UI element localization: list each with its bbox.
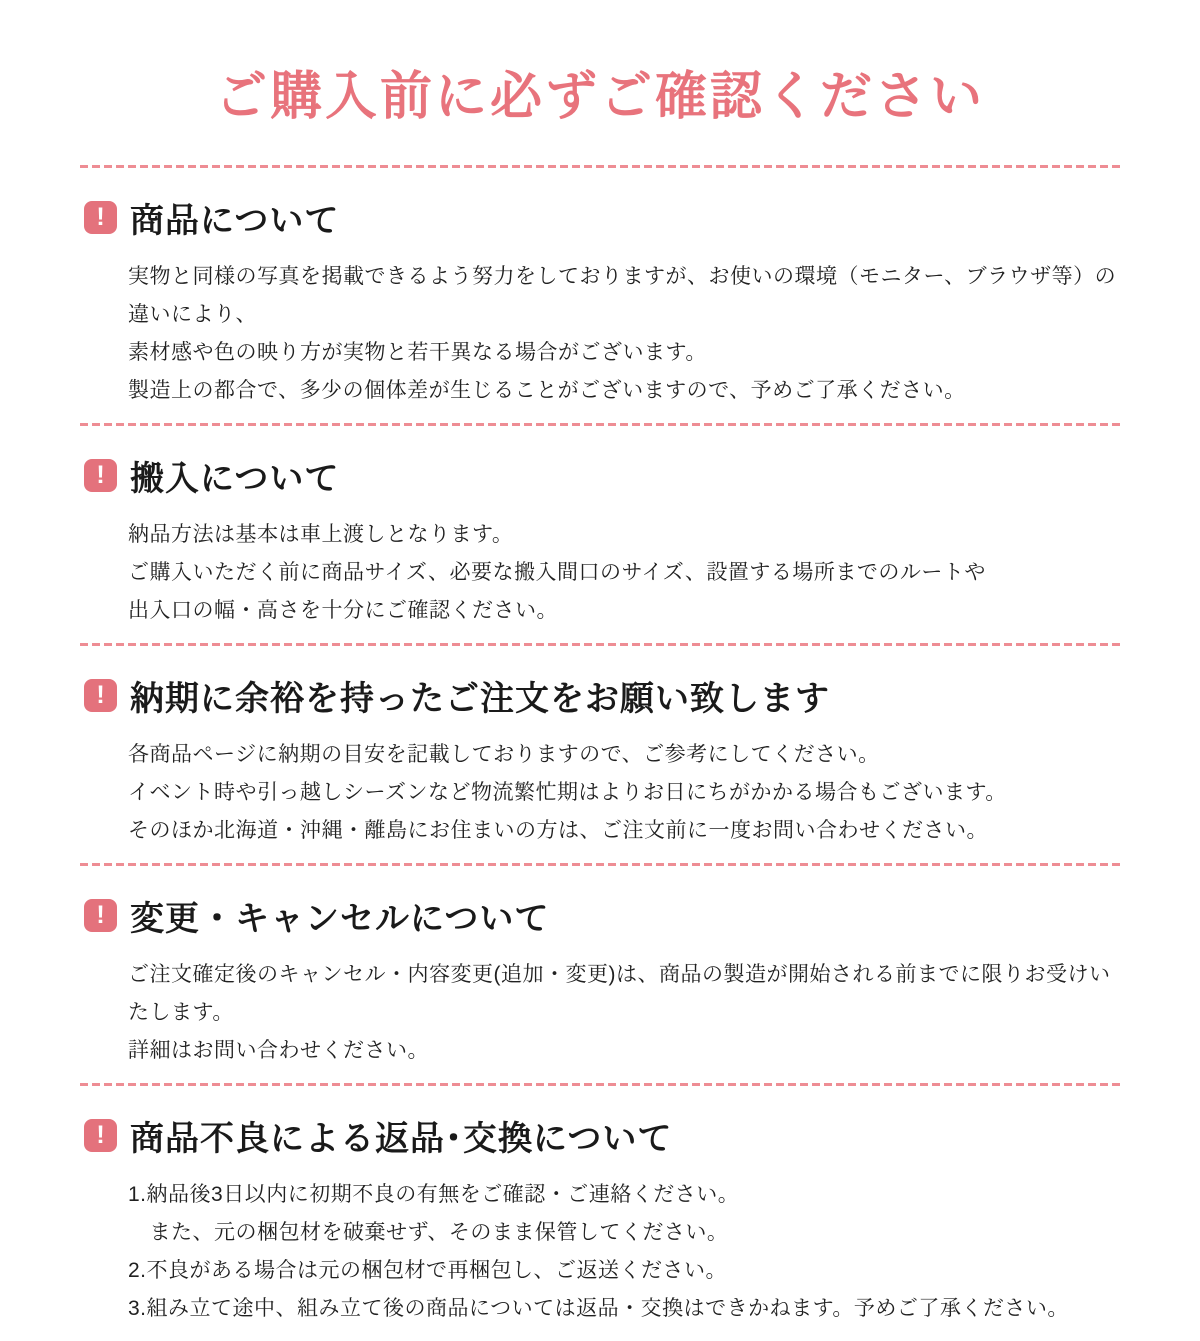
exclamation-icon: !	[84, 1119, 117, 1152]
section-body	[80, 500, 1120, 630]
section-text-line: 実物と同様の写真を掲載できるよう努力をしておりますが、お使いの環境（モニター、ブラウザ等）の違いにより、	[128, 265, 1117, 326]
section-text-line: 1.納品後3日以内に初期不良の有無をご確認・ご連絡ください。	[128, 1183, 740, 1206]
section-heading: 納期に余裕を持ったご注文をお願い致します	[130, 680, 830, 718]
exclamation-icon: !	[84, 201, 117, 234]
section-text-line: 製造上の都合で、多少の個体差が生じることがございますので、予めご了承ください。	[128, 379, 966, 402]
section-text-line: 2.不良がある場合は元の梱包材で再梱包し、ご返送ください。	[128, 1259, 728, 1282]
section-body	[80, 242, 1120, 410]
section-text-line: ご注文確定後のキャンセル・内容変更(追加・変更)は、商品の製造が開始される前までに限りお受けいたします。	[128, 963, 1111, 1024]
section-body	[80, 1160, 1120, 1328]
section-heading: 商品不良による返品･交換について	[130, 1120, 673, 1158]
section-text-line: また、元の梱包材を破棄せず、そのまま保管してください。	[128, 1221, 729, 1244]
page-title: ご購入前に必ずご確認ください	[214, 68, 985, 126]
section-heading-row	[80, 451, 1120, 500]
section-text-line: イベント時や引っ越しシーズンなど物流繁忙期はよりお日にちがかかる場合もございます。	[128, 781, 1007, 804]
section-heading-row	[80, 671, 1120, 720]
section-text-line: 素材感や色の映り方が実物と若干異なる場合がございます。	[128, 341, 707, 364]
section-text-line: 3.組み立て途中、組み立て後の商品については返品・交換はできかねます。予めご了承ください。	[128, 1297, 1069, 1320]
notice-section	[80, 426, 1120, 643]
section-text-line: 各商品ページに納期の目安を記載しておりますので、ご参考にしてください。	[128, 743, 880, 766]
notice-section	[80, 866, 1120, 1083]
section-heading-row	[80, 1111, 1120, 1160]
notice-section	[80, 168, 1120, 423]
sections-container	[80, 165, 1120, 1341]
section-text-line: 納品方法は基本は車上渡しとなります。	[128, 523, 514, 546]
section-text-line: そのほか北海道・沖縄・離島にお住まいの方は、ご注文前に一度お問い合わせください。	[128, 819, 988, 842]
section-text-line: 出入口の幅・高さを十分にご確認ください。	[128, 599, 558, 622]
exclamation-icon: !	[84, 679, 117, 712]
exclamation-icon: !	[84, 459, 117, 492]
section-text-line: ご購入いただく前に商品サイズ、必要な搬入間口のサイズ、設置する場所までのルートや	[128, 561, 986, 584]
section-heading: 商品について	[130, 202, 340, 240]
section-body	[80, 720, 1120, 850]
section-heading-row	[80, 193, 1120, 242]
exclamation-icon: !	[84, 899, 117, 932]
section-body	[80, 940, 1120, 1070]
notice-section	[80, 1086, 1120, 1341]
section-heading-row	[80, 891, 1120, 940]
section-heading: 変更・キャンセルについて	[130, 900, 550, 938]
section-text-line: 詳細はお問い合わせください。	[128, 1039, 429, 1062]
section-heading: 搬入について	[130, 460, 340, 498]
notice-section	[80, 646, 1120, 863]
